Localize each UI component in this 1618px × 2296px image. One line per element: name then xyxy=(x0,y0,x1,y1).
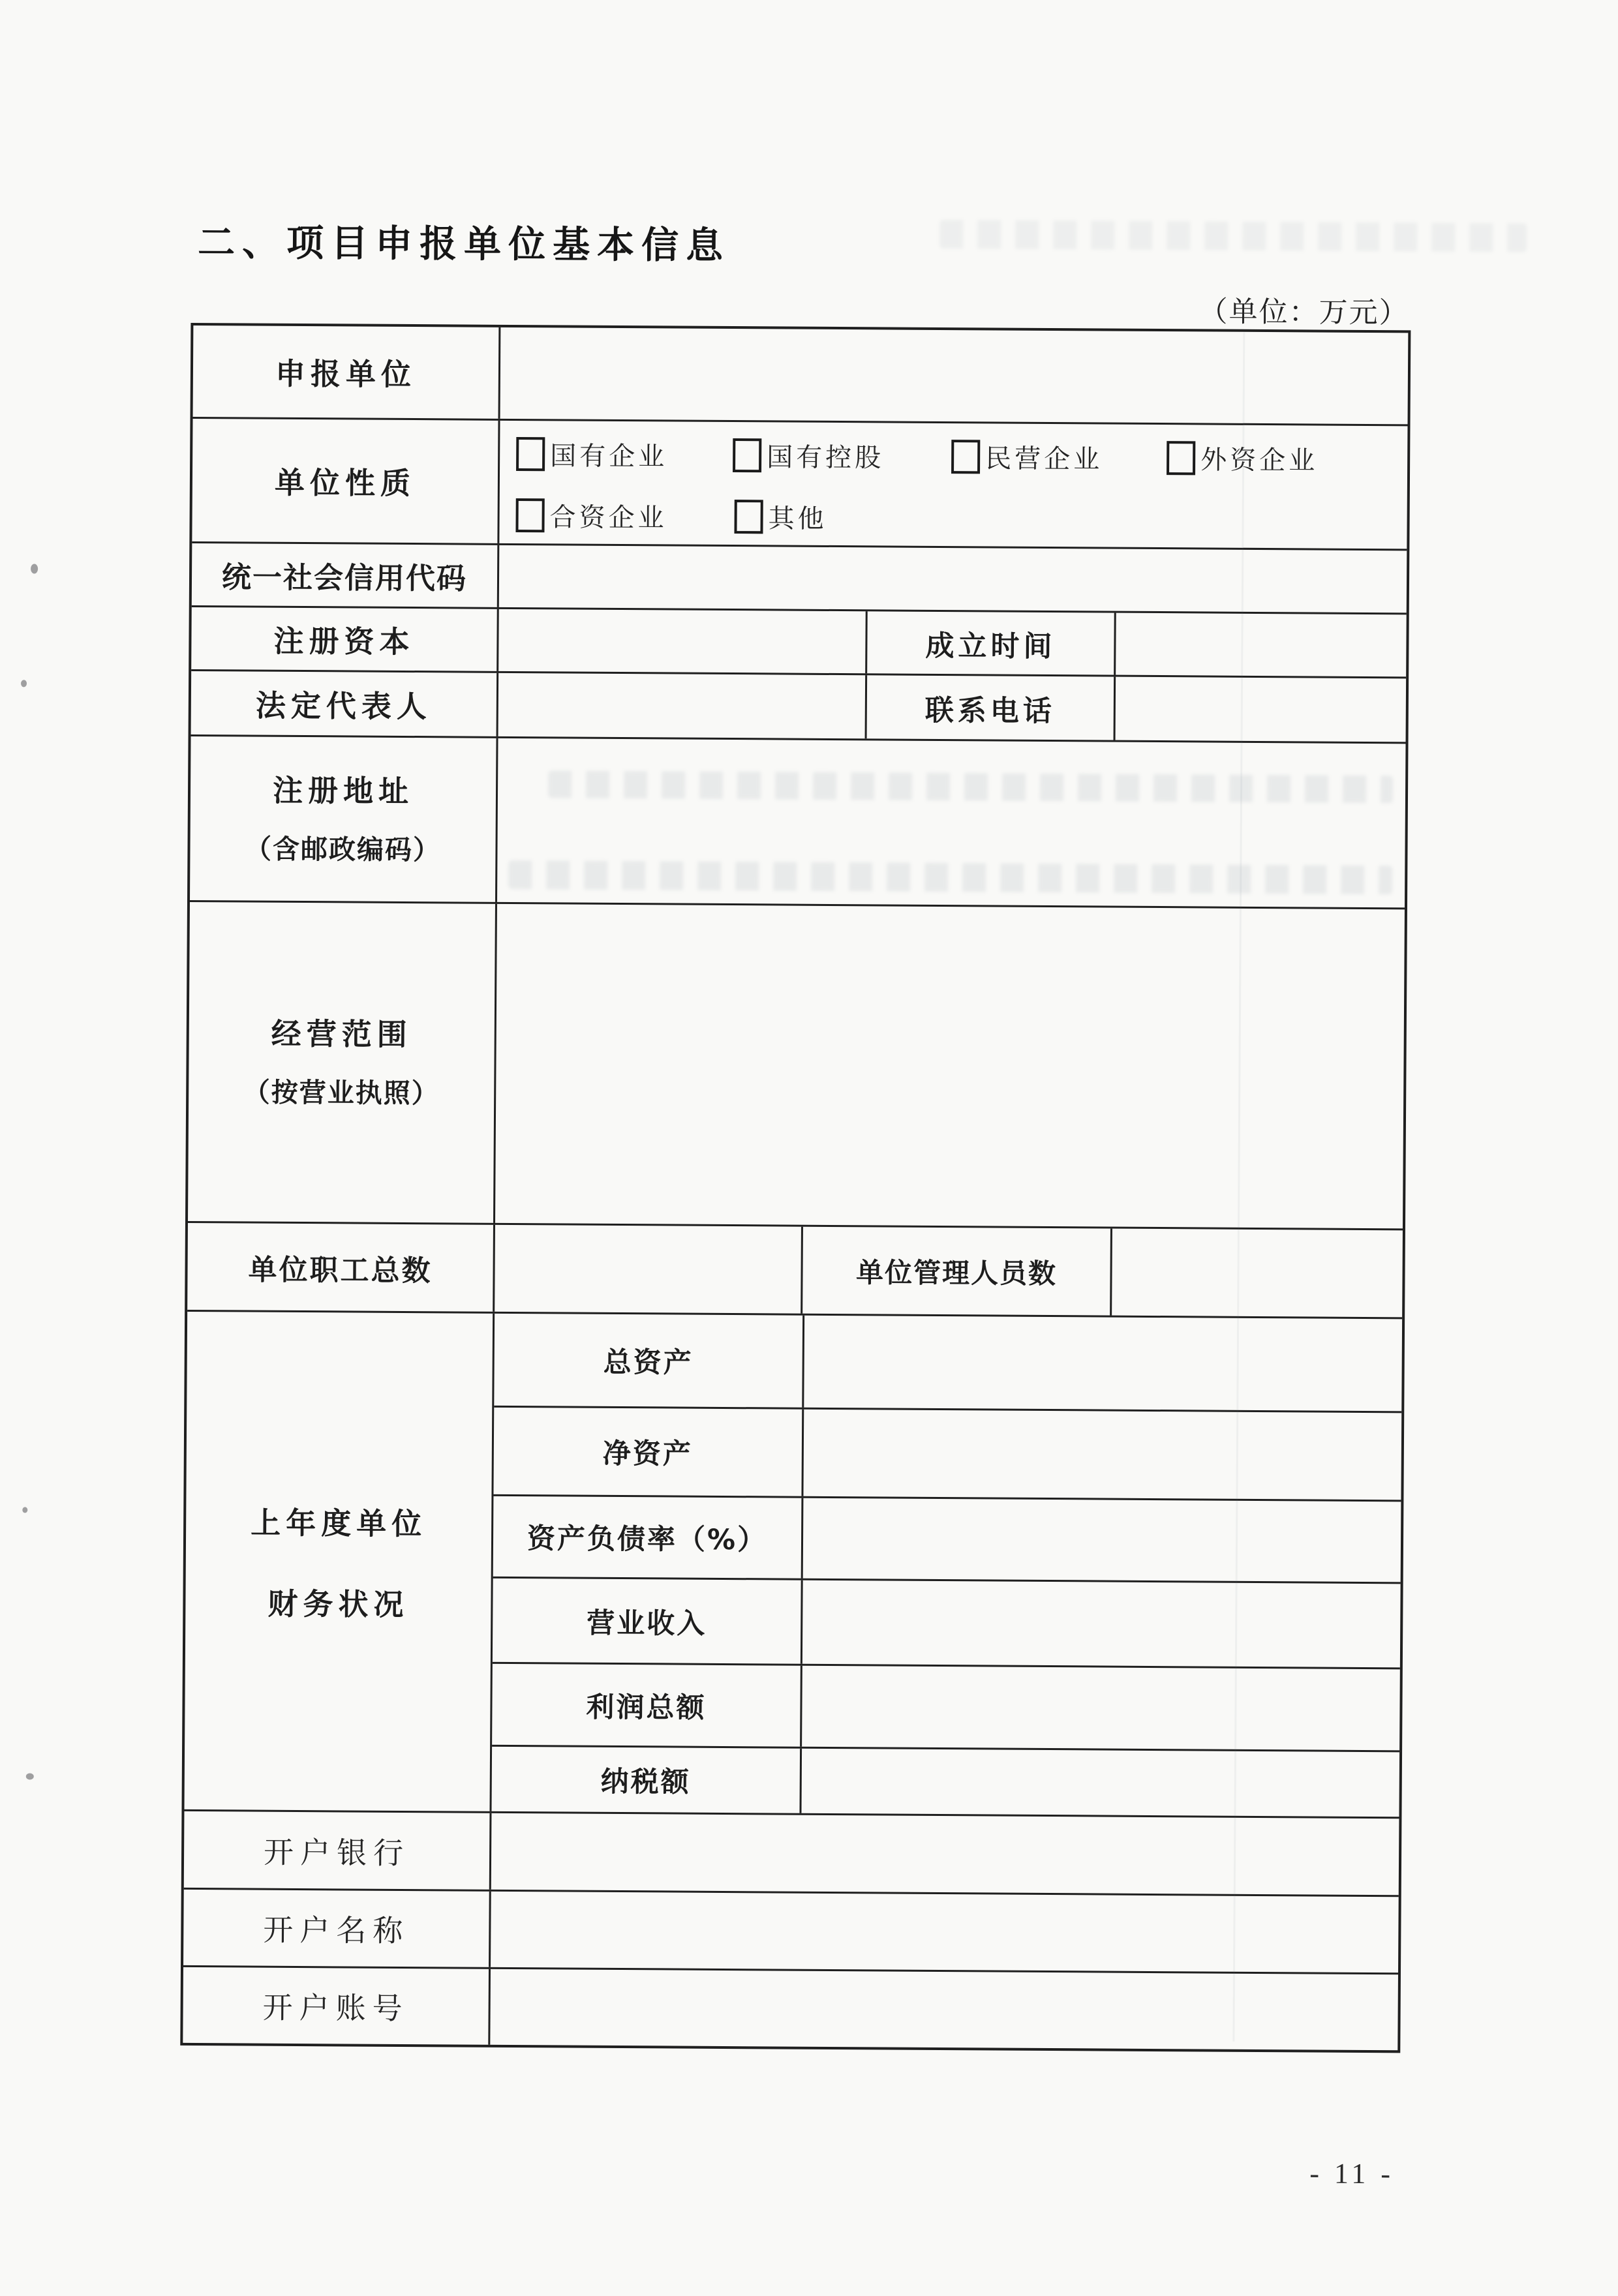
business-scope-label-line1: 经营范围 xyxy=(271,1016,412,1052)
section-title: 二、项目申报单位基本信息 xyxy=(197,221,731,268)
option-state-holding xyxy=(733,436,884,474)
field-label-operating-revenue: 营业收入 xyxy=(587,1607,707,1640)
field-label-establish-date: 成立时间 xyxy=(865,611,1114,674)
field-label-bank-of-deposit: 开户银行 xyxy=(263,1835,410,1870)
finance-section-label-line1: 上年度单位 xyxy=(251,1505,427,1541)
option-other xyxy=(734,498,827,536)
field-label-management-headcount: 单位管理人员数 xyxy=(801,1227,1110,1316)
field-label-tax-paid: 纳税额 xyxy=(600,1766,691,1799)
row-bank-of-deposit xyxy=(184,1809,1399,1895)
field-label-account-name: 开户名称 xyxy=(263,1913,410,1948)
row-declaring-unit xyxy=(193,325,1409,424)
field-value-total-assets xyxy=(802,1316,1402,1412)
row-credit-code xyxy=(192,541,1407,612)
option-label: 外资企业 xyxy=(1200,445,1319,476)
registered-address-label-line1: 注册地址 xyxy=(272,772,414,809)
field-label-declaring-unit: 申报单位 xyxy=(275,355,417,393)
finance-subtable xyxy=(489,1314,1402,1817)
field-value-debt-ratio xyxy=(801,1498,1401,1582)
checkbox-private-enterprise xyxy=(951,440,980,474)
row-registered-capital xyxy=(191,605,1407,676)
row-registered-address xyxy=(190,734,1406,907)
field-label-legal-representative: 法定代表人 xyxy=(255,687,433,724)
row-legal-representative xyxy=(191,669,1407,742)
field-value-legal-representative xyxy=(496,673,866,738)
row-unit-nature xyxy=(192,417,1407,549)
field-label-total-assets: 总资产 xyxy=(603,1346,694,1380)
row-debt-ratio xyxy=(493,1494,1401,1582)
field-value-account-number xyxy=(488,1969,1398,2051)
row-finance-section xyxy=(184,1310,1402,1817)
scan-speck xyxy=(31,564,38,573)
row-total-assets xyxy=(494,1314,1402,1412)
field-value-operating-revenue xyxy=(801,1580,1401,1667)
finance-section-label-line2: 财务状况 xyxy=(267,1586,409,1622)
page-number: - 11 - xyxy=(1309,2157,1395,2190)
option-label: 合资企业 xyxy=(549,502,667,533)
field-value-credit-code xyxy=(497,545,1407,613)
field-value-account-name xyxy=(489,1892,1399,1973)
checkbox-state-owned-enterprise xyxy=(516,437,545,471)
field-label-account-number: 开户账号 xyxy=(262,1991,409,2026)
option-label: 民营企业 xyxy=(985,444,1103,474)
row-net-assets xyxy=(493,1406,1401,1500)
field-value-business-scope xyxy=(493,904,1405,1229)
field-value-net-assets xyxy=(801,1410,1401,1500)
field-label-credit-code: 统一社会信用代码 xyxy=(221,560,468,596)
registered-address-label-line2: （含邮政编码） xyxy=(244,832,442,866)
field-label-contact-phone: 联系电话 xyxy=(865,675,1114,740)
unit-nature-options xyxy=(497,421,1407,549)
field-value-total-profit xyxy=(800,1666,1400,1751)
application-form-table xyxy=(180,323,1411,2053)
checkbox-foreign-enterprise xyxy=(1167,441,1195,475)
field-value-declaring-unit xyxy=(498,327,1409,425)
field-label-finance-section xyxy=(184,1312,493,1811)
row-total-profit xyxy=(492,1662,1400,1751)
scan-bleed-artifact xyxy=(939,220,1527,252)
option-private-enterprise xyxy=(951,438,1103,476)
field-label-total-employees: 单位职工总数 xyxy=(248,1253,433,1288)
field-label-registered-address xyxy=(190,736,496,902)
option-joint-venture xyxy=(515,496,667,534)
field-value-bank-of-deposit xyxy=(489,1813,1399,1896)
field-label-registered-capital: 注册资本 xyxy=(273,623,415,659)
field-label-unit-nature: 单位性质 xyxy=(274,464,416,502)
field-label-business-scope xyxy=(188,902,495,1223)
scan-speck xyxy=(21,680,27,687)
field-value-registered-address xyxy=(495,738,1406,908)
option-foreign-enterprise xyxy=(1167,439,1318,477)
unit-note: （单位：万元） xyxy=(1198,295,1409,329)
field-value-contact-phone xyxy=(1114,677,1407,742)
row-business-scope xyxy=(188,900,1405,1228)
field-label-debt-ratio: 资产负债率（%） xyxy=(527,1522,768,1557)
field-value-management-headcount xyxy=(1110,1229,1403,1318)
checkbox-joint-venture xyxy=(515,498,544,532)
row-total-employees xyxy=(187,1221,1403,1317)
scan-speck xyxy=(26,1773,34,1779)
business-scope-label-line2: （按营业执照） xyxy=(243,1076,440,1109)
row-account-name xyxy=(183,1888,1399,1972)
field-label-net-assets: 净资产 xyxy=(602,1438,693,1471)
option-label: 其他 xyxy=(768,504,827,534)
scan-speck xyxy=(22,1507,27,1513)
field-value-registered-capital xyxy=(496,609,866,673)
field-label-total-profit: 利润总额 xyxy=(586,1691,707,1725)
field-value-establish-date xyxy=(1114,613,1407,677)
checkbox-state-holding xyxy=(733,438,761,472)
field-value-tax-paid xyxy=(799,1749,1399,1817)
row-account-number xyxy=(183,1965,1398,2050)
field-value-total-employees xyxy=(493,1225,801,1314)
option-label: 国有企业 xyxy=(550,441,668,472)
checkbox-other xyxy=(734,500,763,534)
row-operating-revenue xyxy=(493,1577,1401,1667)
option-state-owned-enterprise xyxy=(516,435,667,473)
row-tax-paid xyxy=(491,1745,1399,1817)
option-label: 国有控股 xyxy=(767,442,885,473)
